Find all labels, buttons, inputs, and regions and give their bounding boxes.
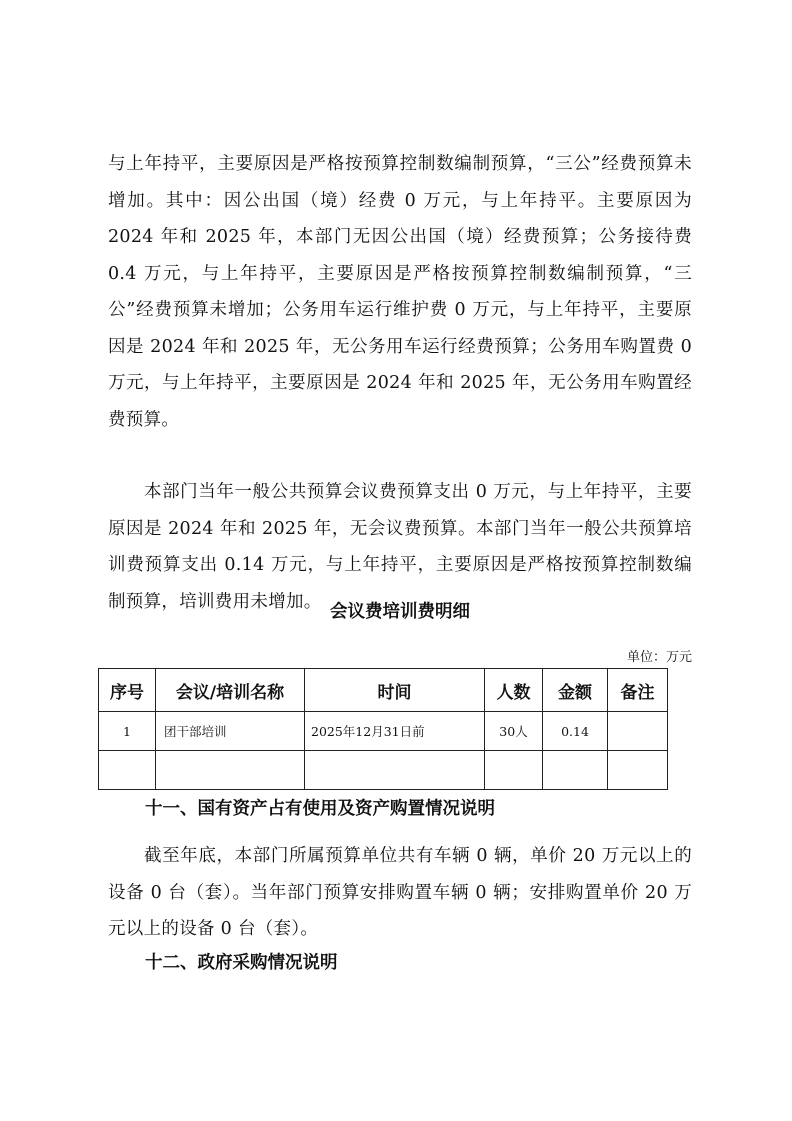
header-name: 会议/培训名称 — [156, 669, 305, 712]
meeting-training-table — [98, 668, 668, 790]
table-row — [99, 751, 668, 790]
cell-seq — [99, 751, 156, 790]
paragraph-three-public-expenses: 与上年持平，主要原因是严格按预算控制数编制预算，“三公”经费预算未增加。其中：因公出国（境）经费 0 万元，与上年持平。主要原因为 2024 年和 2025 年，本部门无因公出国（境）经费预算；公务接待费 0.4 万元，与上年持平，主要原因是严格按预算控制数编制预算，“三公”经费预算未增加；公务用车运行维护费 0 万元，与上年持平，主要原因是 2024 年和 2025 年，无公务用车运行经费预算；公务用车购置费 0 万元，与上年持平，主要原因是 2024 年和 2025 年，无公务用车购置经费预算。 — [108, 154, 692, 430]
cell-people: 30人 — [485, 712, 543, 751]
paragraph-assets: 截至年底，本部门所属预算单位共有车辆 0 辆，单价 20 万元以上的设备 0 台（套）。当年部门预算安排购置车辆 0 辆；安排购置单价 20 万元以上的设备 0 台（套）。 — [108, 846, 692, 939]
cell-note — [608, 751, 668, 790]
header-seq: 序号 — [99, 669, 156, 712]
table-unit: 单位：万元 — [626, 650, 692, 665]
header-amount: 金额 — [543, 669, 608, 712]
cell-time: 2025年12月31日前 — [305, 712, 485, 751]
cell-note — [608, 712, 668, 751]
header-time: 时间 — [305, 669, 485, 712]
header-people: 人数 — [485, 669, 543, 712]
cell-name — [156, 751, 305, 790]
cell-amount: 0.14 — [543, 712, 608, 751]
cell-name: 团干部培训 — [156, 712, 305, 751]
section-heading-assets: 十一、国有资产占有使用及资产购置情况说明 — [145, 799, 495, 819]
header-note: 备注 — [608, 669, 668, 712]
cell-amount — [543, 751, 608, 790]
cell-seq: 1 — [99, 712, 156, 751]
cell-people — [485, 751, 543, 790]
paragraph-meeting-training-expenses: 本部门当年一般公共预算会议费预算支出 0 万元，与上年持平，主要原因是 2024 年和 2025 年，无会议费预算。本部门当年一般公共预算培训费预算支出 0.14 万元，与上年持平，主要原因是严格按预算控制数编制预算，培训费用未增加。 — [108, 482, 692, 612]
table-title: 会议费培训费明细 — [330, 602, 470, 622]
cell-time — [305, 751, 485, 790]
section-heading-procurement: 十二、政府采购情况说明 — [145, 953, 338, 973]
table-row — [99, 712, 668, 751]
table-header-row — [99, 669, 668, 712]
